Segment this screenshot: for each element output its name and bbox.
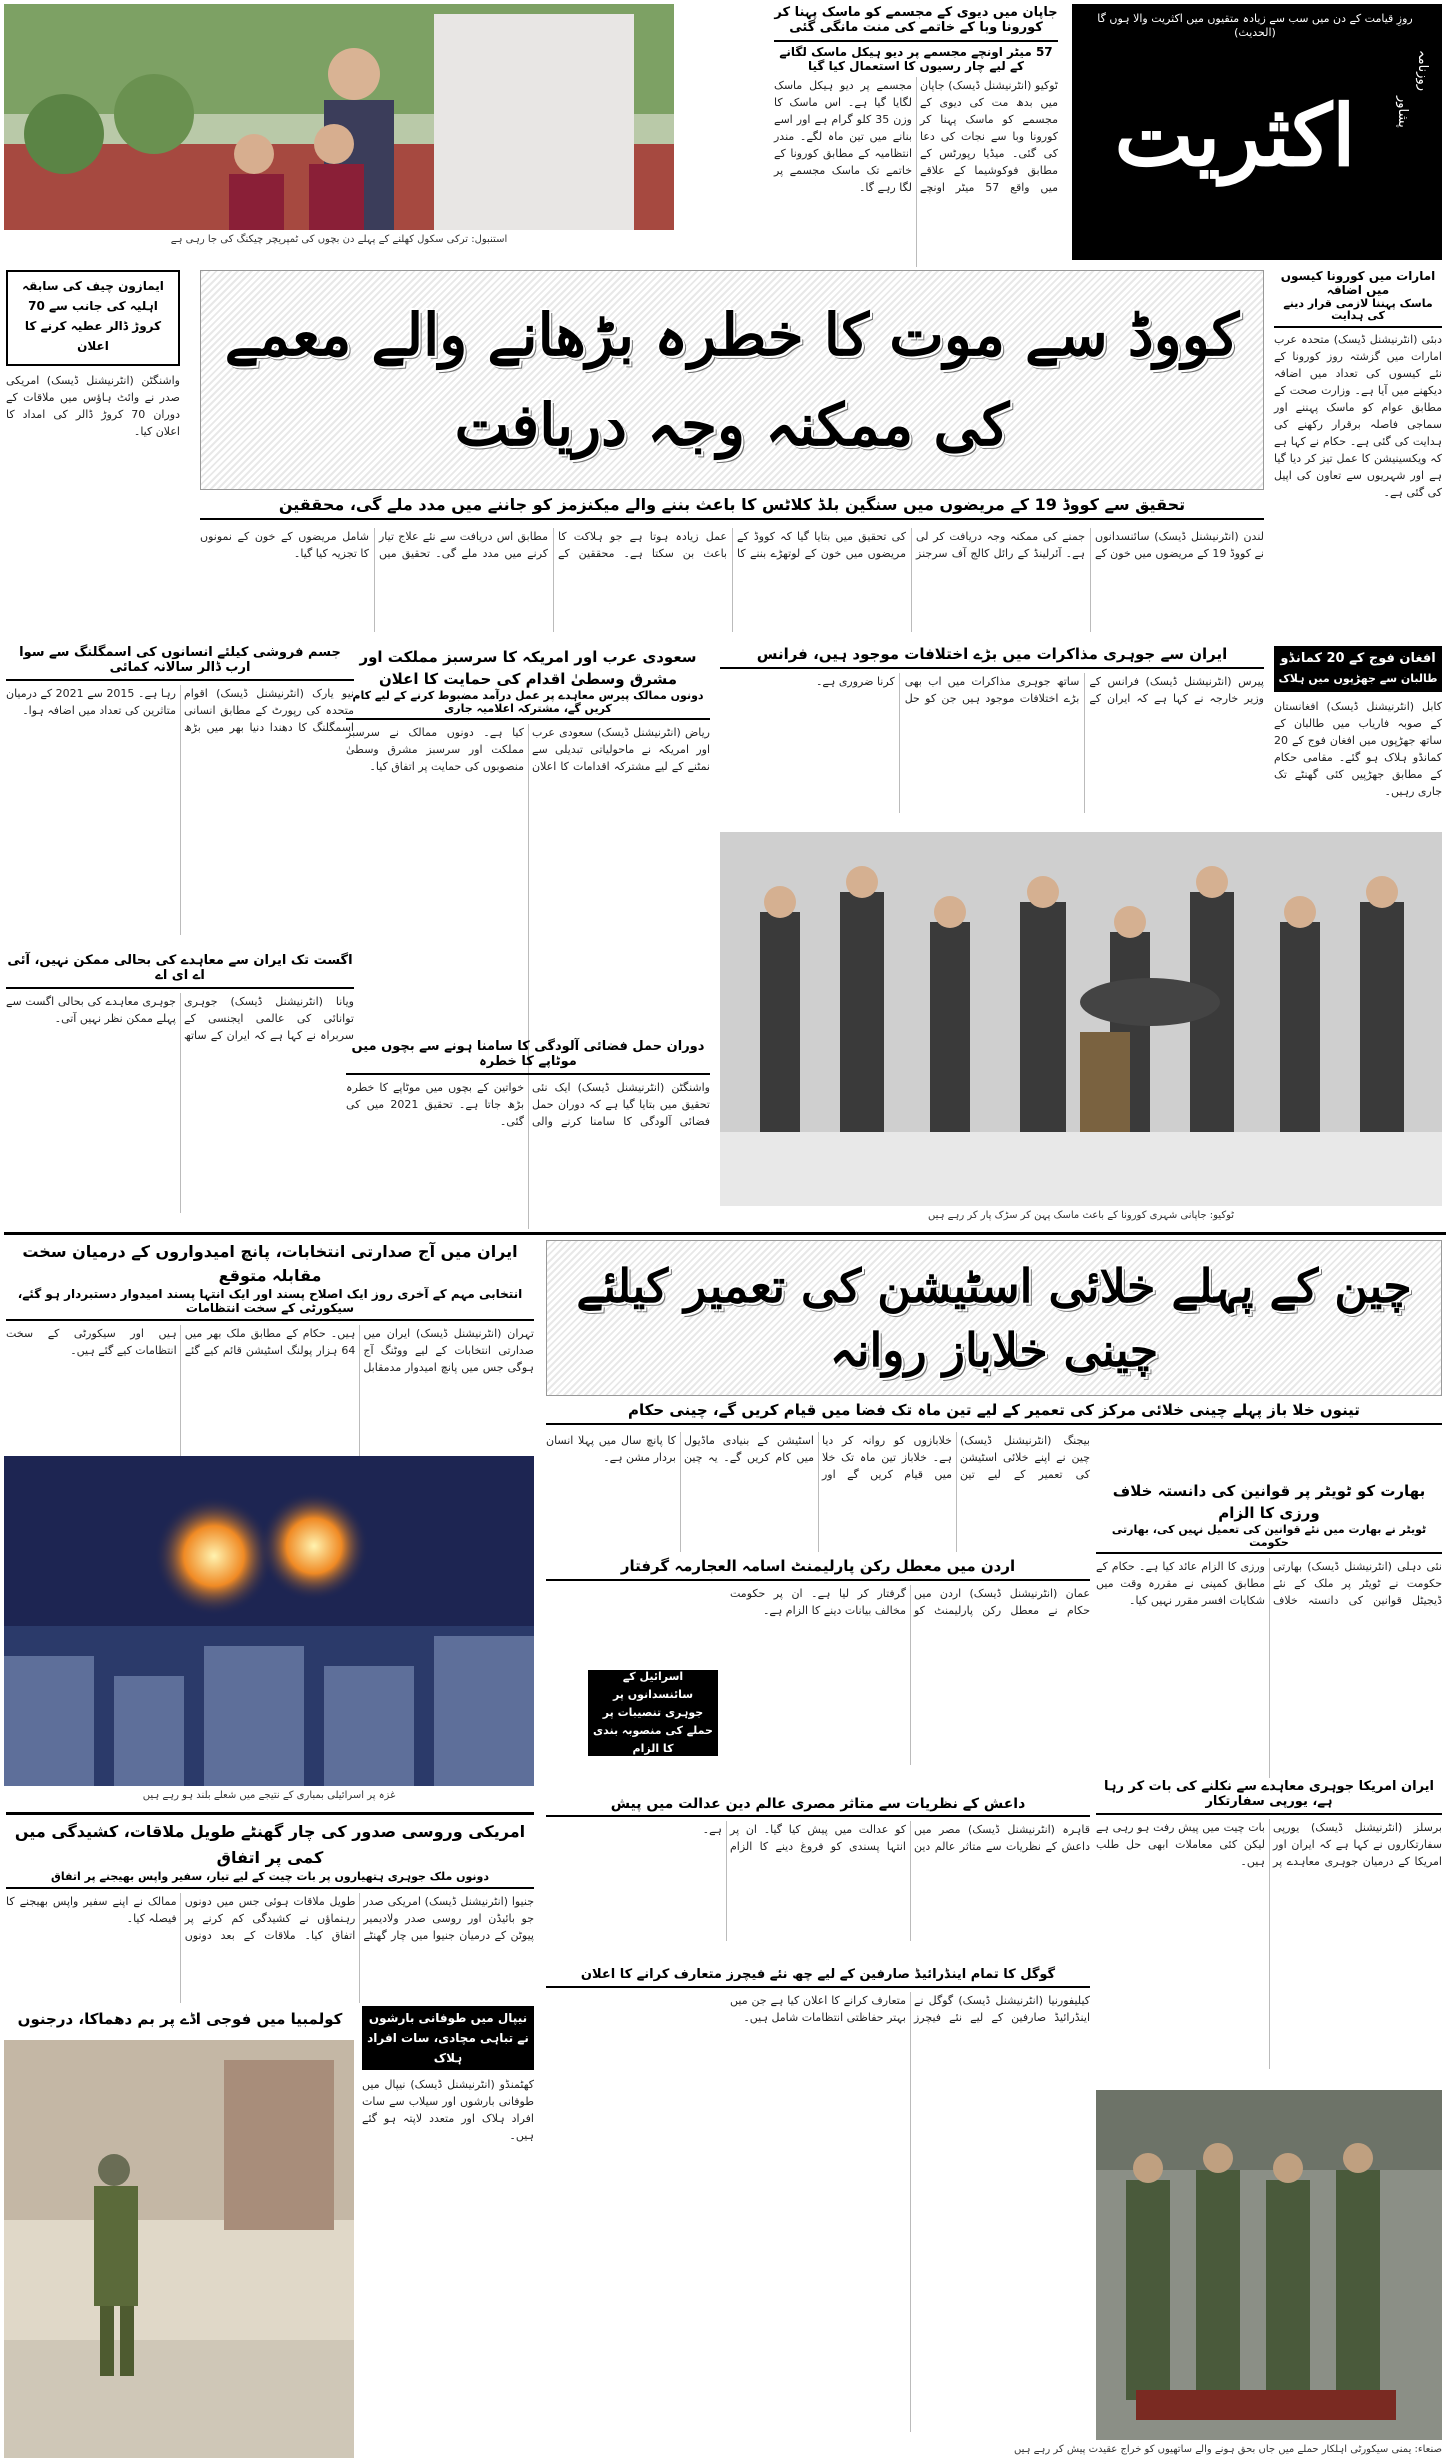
daesh-body: قاہرہ (انٹرنیشنل ڈیسک) مصر میں داعش کے نظریات سے متاثر عالم دین کو عدالت میں پیش کیا گیا۔ ان پر انتہا پسندی کو فروغ دینے کا الزام ہے۔ xyxy=(702,1823,1090,1854)
putin-biden-headline: امریکی وروسی صدور کی چار گھنٹے طویل ملاقات، کشیدگی میں کمی پر اتفاق xyxy=(6,1812,534,1871)
explosion-photo-image xyxy=(4,1456,534,1786)
soldiers-photo-image xyxy=(1096,2090,1442,2440)
plastic-story xyxy=(6,646,354,946)
india-sub: ٹویٹر نے بھارت میں نئے قوانین کی تعمیل نہیں کی، بھارتی حکومت xyxy=(1096,1524,1442,1554)
nepal-story xyxy=(362,2006,534,2456)
google-headline: گوگل کا تمام اینڈرائیڈ صارفین کے لیے چھ نئے فیچرز متعارف کرانے کا اعلان xyxy=(546,1968,1090,1988)
masthead-hadith: روزِ قیامت کے دن میں سب سے زیادہ متقیوں میں اکثریت والا ہوں گا (الحدیث) xyxy=(1097,12,1413,39)
india-body: نئی دہلی (انٹرنیشنل ڈیسک) بھارتی حکومت نے ٹویٹر پر ملک کے نئے ڈیجیٹل قوانین کی دانستہ خلاف ورزی کا الزام عائد کیا ہے۔ حکام کے مطابق کمپنی نے مقررہ وقت میں شکایات افسر مقرر نہیں کیا۔ xyxy=(1096,1560,1442,1608)
afghan-box xyxy=(1274,646,1442,692)
school-photo-image xyxy=(4,4,674,230)
japan-subhead: 57 میٹر اونچے مجسمے پر دیو ہیکل ماسک لگانے کے لیے چار رسیوں کا استعمال کیا گیا xyxy=(779,44,1053,73)
china-body: بیجنگ (انٹرنیشنل ڈیسک) چین نے اپنے خلائی اسٹیشن کی تعمیر کے لیے تین خلابازوں کو روانہ کر دیا ہے۔ خلاباز تین ماہ تک خلا میں قیام کریں گے اور اسٹیشن کے بنیادی ماڈیول میں کام کریں گے۔ یہ چین کا پانچ سال میں پہلا انسان بردار مشن ہے۔ xyxy=(546,1434,1090,1481)
israel-box xyxy=(588,1670,718,1756)
google-body: کیلیفورنیا (انٹرنیشنل ڈیسک) گوگل نے اینڈرائیڈ صارفین کے لیے نئے فیچرز متعارف کرانے کا اعلان کیا ہے جن میں بہتر حفاظتی انتظامات شامل ہیں۔ xyxy=(730,1993,1090,2024)
putin-biden-story xyxy=(6,1812,534,1992)
biden-box-text: ایمازون چیف کی سابقہ اہلیہ کی جانب سے 70 کروڑ ڈالر عطیہ کرنے کا اعلان xyxy=(22,279,164,353)
colombia-headline: کولمبیا میں فوجی اڈے پر بم دھماکا، درجنوں xyxy=(6,2006,354,2060)
putin-biden-body: جنیوا (انٹرنیشنل ڈیسک) امریکی صدر جو بائیڈن اور روسی صدر ولادیمیر پیوٹن کے درمیان جنیوا میں چار گھنٹے طویل ملاقات ہوئی جس میں دونوں رہنماؤں نے کشیدگی کم کرنے پر اتفاق کیا۔ ملاقات کے بعد دونوں ممالک نے اپنے سفیر واپس بھیجنے کا فیصلہ کیا۔ xyxy=(6,1894,534,1942)
band-divider xyxy=(4,1232,1446,1235)
us-iran-body: ویانا (انٹرنیشنل ڈیسک) جوہری توانائی کی عالمی ایجنسی کے سربراہ نے کہا ہے کہ ایران کے ساتھ جوہری معاہدے کی بحالی اگست سے پہلے ممکن نظر نہیں آتی۔ xyxy=(6,994,354,1042)
main-body: لندن (انٹرنیشنل ڈیسک) سائنسدانوں نے کووڈ 19 کے مریضوں میں خون کے جمنے کی ممکنہ وجہ دریافت کر لی ہے۔ آئرلینڈ کے رائل کالج آف سرجنز کی تحقیق میں بتایا گیا کہ کووڈ کے مریضوں میں خون کے لوتھڑے بننے کا عمل زیادہ ہوتا ہے جو ہلاکت کا باعث بن سکتا ہے۔ محققین کے مطابق اس دریافت سے نئے علاج تیار کرنے میں مدد ملے گی۔ تحقیق میں شامل مریضوں کے خون کے نمونوں کا تجزیہ کیا گیا۔ xyxy=(200,530,1264,560)
tokyo-photo-image xyxy=(720,832,1442,1206)
iran-talks-body: پیرس (انٹرنیشنل ڈیسک) فرانس کے وزیر خارجہ نے کہا ہے کہ ایران کے ساتھ جوہری مذاکرات میں اب بھی بڑے اختلافات موجود ہیں جن کو حل کرنا ضروری ہے۔ xyxy=(815,675,1264,706)
iran-election-sub: انتخابی مہم کے آخری روز ایک اصلاح پسند اور ایک انتہا پسند امیدوار دستبردار ہو گئے، سیکورٹی کے سخت انتظامات xyxy=(6,1288,534,1321)
nepal-body: کھٹمنڈو (انٹرنیشنل ڈیسک) نیپال میں طوفانی بارشوں اور سیلاب سے سات افراد ہلاک اور متعدد لاپتہ ہو گئے ہیں۔ xyxy=(362,2078,534,2142)
top-photo-caption: استنبول: ترکی سکول کھلنے کے پہلے دن بچوں کی ٹمپریچر چیکنگ کی جا رہی ہے xyxy=(170,234,508,245)
colombia-photo xyxy=(4,2040,354,2458)
children-body: واشنگٹن (انٹرنیشنل ڈیسک) ایک نئی تحقیق میں بتایا گیا ہے کہ دوران حمل فضائی آلودگی کا سامنا کرنے والی خواتین کے بچوں میں موٹاپے کا خطرہ بڑھ جاتا ہے۔ تحقیق 2021 میں کی گئی۔ xyxy=(346,1080,710,1128)
afghan-box-sub: طالبان سے جھڑپوں میں ہلاک xyxy=(1278,672,1438,685)
top-photo-school-kids xyxy=(4,4,674,230)
google-story xyxy=(546,1968,1090,2458)
daesh-headline: داعش کے نظریات سے متاثر مصری عالم دین عدالت میں پیش xyxy=(546,1796,1090,1817)
divider xyxy=(774,40,1058,42)
jordan-body: عمان (انٹرنیشنل ڈیسک) اردن میں حکام نے معطل رکن پارلیمنٹ کو گرفتار کر لیا ہے۔ ان پر حکومت مخالف بیانات دینے کا الزام ہے۔ xyxy=(730,1587,1090,1618)
china-strap: تینوں خلا باز پہلے چینی خلائی مرکز کی تعمیر کے لیے تین ماہ تک فضا میں قیام کریں گے، چینی حکام xyxy=(546,1402,1442,1425)
israel-box-text: اسرائیل کے سائنسدانوں پر جوہری تنصیبات پر حملے کی منصوبہ بندی کا الزام xyxy=(593,1670,713,1755)
iran-us-nuclear-story xyxy=(1096,1780,1442,2080)
masthead-logo: اکثریت xyxy=(1114,86,1356,185)
iran-election-body: تہران (انٹرنیشنل ڈیسک) ایران میں صدارتی انتخابات کے لیے ووٹنگ آج ہوگی جس میں پانچ امیدوار مدمقابل ہیں۔ حکام کے مطابق ملک بھر میں 64 ہزار پولنگ اسٹیشن قائم کیے گئے ہیں اور سیکورٹی کے سخت انتظامات کیے گئے ہیں۔ xyxy=(6,1326,534,1374)
corona-spread-headline: امارات میں کورونا کیسوں میں اضافہ xyxy=(1280,269,1436,297)
iran-us-nuclear-headline: ایران امریکا جوہری معاہدے سے نکلنے کی بات کر رہا ہے، یورپی سفارتکار xyxy=(1096,1780,1442,1815)
china-headline: چین کے پہلے خلائی اسٹیشن کی تعمیر کیلئے چینی خلاباز روانہ xyxy=(576,1259,1412,1377)
nepal-headline: نیپال میں طوفانی بارشوں نے تباہی مچادی، سات افراد ہلاک xyxy=(367,2011,529,2065)
iran-election-headline: ایران میں آج صدارتی انتخابات، پانچ امیدواروں کے درمیان سخت مقابلہ متوقع xyxy=(22,1242,518,1285)
plastic-body: نیو یارک (انٹرنیشنل ڈیسک) اقوام متحدہ کی رپورٹ کے مطابق انسانی اسمگلنگ کا دھندا دنیا بھر میں بڑھ رہا ہے۔ 2015 سے 2021 کے درمیان متاثرین کی تعداد میں اضافہ ہوا۔ xyxy=(6,686,354,734)
putin-biden-sub: دونوں ملک جوہری ہتھیاروں پر بات چیت کے لیے تیار، سفیر واپس بھیجنے پر اتفاق xyxy=(6,1871,534,1889)
explosion-caption: غزہ پر اسرائیلی بمباری کے نتیجے میں شعلے بلند ہو رہے ہیں xyxy=(142,1790,396,1801)
us-iran-headline: اگست تک ایران سے معاہدے کی بحالی ممکن نہیں، آئی اے ای اے xyxy=(6,954,354,989)
corona-spread-subhead: ماسک پہننا لازمی قرار دینے کی ہدایت xyxy=(1274,298,1442,328)
us-iran-story xyxy=(6,954,354,1224)
colombia-photo-image xyxy=(4,2040,354,2458)
iran-talks-story xyxy=(720,646,1264,826)
explosion-photo xyxy=(4,1456,534,1786)
main-headline: کووڈ سے موت کا خطرہ بڑھانے والے معمے کی ممکنہ وجہ دریافت xyxy=(224,301,1240,459)
daesh-story xyxy=(546,1796,1090,1960)
soldiers-photo xyxy=(1096,2090,1442,2440)
saudi-body: ریاض (انٹرنیشنل ڈیسک) سعودی عرب اور امریکہ نے ماحولیاتی تبدیلی سے نمٹنے کے لیے مشترکہ اقدامات کا اعلان کیا ہے۔ دونوں ممالک نے سرسبز مملکت اور سرسبز مشرق وسطیٰ منصوبوں کی حمایت پر اتفاق کیا۔ xyxy=(346,726,710,774)
corona-spread-story xyxy=(1274,270,1442,640)
india-story xyxy=(1096,1440,1442,1770)
masthead-city: پشاور xyxy=(1395,96,1410,128)
afghan-body: کابل (انٹرنیشنل ڈیسک) افغانستان کے صوبہ فاریاب میں طالبان کے ساتھ جھڑپوں میں افغان فوج کے 20 کمانڈو ہلاک ہو گئے۔ مقامی حکام کے مطابق جھڑپیں کئی گھنٹے تک جاری رہیں۔ xyxy=(1274,700,1442,798)
children-headline: دوران حمل فضائی آلودگی کا سامنا ہونے سے بچوں میں موٹاپے کا خطرہ xyxy=(346,1040,710,1075)
nepal-headline-box xyxy=(362,2006,534,2070)
afghan-box-title: افغان فوج کے 20 کمانڈو xyxy=(1280,651,1436,666)
tokyo-caption: ٹوکیو: جاپانی شہری کورونا کے باعث ماسک پہن کر سڑک پار کر رہے ہیں xyxy=(927,1210,1235,1221)
china-headline-box xyxy=(546,1240,1442,1396)
plastic-headline: جسم فروشی کیلئے انسانوں کی اسمگلنگ سے سوا ارب ڈالر سالانہ کمائی xyxy=(6,646,354,681)
biden-box xyxy=(6,270,180,366)
jordan-headline: اردن میں معطل رکن پارلیمنٹ اسامہ العجارمہ گرفتار xyxy=(546,1558,1090,1581)
iran-election-story xyxy=(6,1240,534,1450)
main-headline-box xyxy=(200,270,1264,490)
corona-spread-body: دبئی (انٹرنیشنل ڈیسک) متحدہ عرب امارات میں گزشتہ روز کورونا کے نئے کیسوں کی تعداد میں اضافہ دیکھنے میں آیا ہے۔ وزارت صحت کے مطابق عوام کو ماسک پہننے اور سماجی فاصلہ برقرار رکھنے کی ہدایت کی گئی ہے۔ حکام نے کہا ہے کہ ویکسینیشن کا عمل تیز کر دیا گیا ہے اور شہریوں سے تعاون کی اپیل کی گئی ہے۔ xyxy=(1274,332,1442,499)
saudi-headline: سعودی عرب اور امریکہ کا سرسبز مملکت اور مشرق وسطیٰ اقدام کی حمایت کا اعلان xyxy=(359,648,697,688)
japan-story xyxy=(774,6,1058,268)
children-story xyxy=(346,1040,710,1226)
masthead-daily: روزنامہ xyxy=(1415,50,1430,91)
tokyo-crowd-photo xyxy=(720,832,1442,1206)
soldiers-caption: صنعاء: یمنی سیکورٹی اہلکار حملے میں جاں بحق ہونے والے ساتھیوں کو خراج عقیدت پیش کر رہے ہیں xyxy=(1013,2444,1442,2455)
iran-talks-headline: ایران سے جوہری مذاکرات میں بڑے اختلافات موجود ہیں، فرانس xyxy=(720,646,1264,669)
main-strap: تحقیق سے کووڈ 19 کے مریضوں میں سنگین بلڈ کلاٹس کا باعث بننے والے میکنزمز کو جاننے میں مدد ملے گی، محققین xyxy=(200,496,1264,520)
masthead xyxy=(1072,4,1442,260)
iran-us-nuclear-body: برسلز (انٹرنیشنل ڈیسک) یورپی سفارتکاروں نے کہا ہے کہ ایران اور امریکا کے درمیان جوہری معاہدے پر بات چیت میں پیش رفت ہو رہی ہے لیکن کئی معاملات ابھی حل طلب ہیں۔ xyxy=(1096,1820,1442,1868)
japan-headline: جاپان میں دیوی کے مجسمے کو ماسک پہنا کر کورونا وبا کے خاتمے کی منت مانگی گئی xyxy=(774,5,1058,35)
japan-body: ٹوکیو (انٹرنیشنل ڈیسک) جاپان میں بدھ مت کی دیوی کے مجسمے کو ماسک پہنا کر کورونا وبا سے نجات کی دعا کی گئی۔ میڈیا رپورٹس کے مطابق فوکوشیما کے علاقے میں واقع 57 میٹر اونچے مجسمے پر دیو ہیکل ماسک لگایا گیا ہے۔ اس ماسک کا وزن 35 کلو گرام ہے اور اسے بنانے میں تین ماہ لگے۔ مندر انتظامیہ کے مطابق کورونا کے خاتمے تک ماسک مجسمے پر لگا رہے گا۔ xyxy=(774,79,1058,195)
india-headline: بھارت کو ٹویٹر پر قوانین کی دانستہ خلاف ورزی کا الزام xyxy=(1112,1482,1426,1522)
saudi-sub: دونوں ممالک پیرس معاہدے پر عمل درآمد مضبوط کرنے کے لیے کام کریں گے، مشترکہ اعلامیہ جاری xyxy=(346,690,710,720)
biden-box-body: واشنگٹن (انٹرنیشنل ڈیسک) امریکی صدر نے وائٹ ہاؤس میں ملاقات کے دوران 70 کروڑ ڈالر کی امداد کا اعلان کیا۔ xyxy=(6,374,180,438)
